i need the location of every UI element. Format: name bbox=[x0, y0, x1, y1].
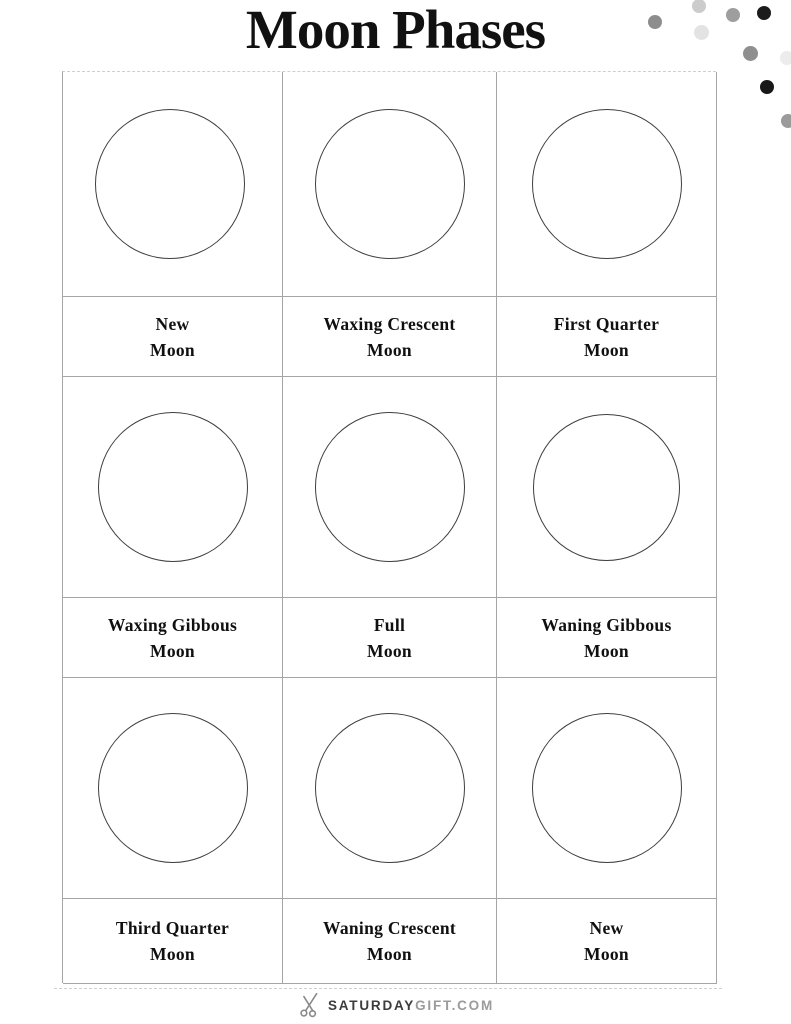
moon-drawing-cell bbox=[283, 72, 497, 297]
phase-label bbox=[116, 915, 229, 967]
moon-drawing-cell bbox=[63, 72, 283, 297]
moon-drawing-cell bbox=[497, 678, 717, 899]
phase-name-line: Moon bbox=[150, 944, 195, 964]
phase-label-cell bbox=[497, 598, 717, 678]
phase-label bbox=[323, 915, 456, 967]
phase-name-line: Moon bbox=[584, 640, 629, 661]
phase-name-line: Waning Gibbous bbox=[541, 614, 672, 635]
phase-name-line: Moon bbox=[150, 640, 195, 661]
phase-name-line: Third Quarter bbox=[115, 918, 230, 938]
phase-name-line: Moon bbox=[584, 339, 629, 360]
phase-label-cell bbox=[283, 899, 497, 984]
phase-name-line: Full bbox=[373, 614, 406, 635]
phase-label bbox=[150, 311, 195, 363]
moon-drawing-cell bbox=[497, 72, 717, 297]
confetti-dot bbox=[781, 114, 791, 128]
moon-circle bbox=[533, 414, 680, 561]
moon-drawing-cell bbox=[63, 377, 283, 598]
phase-label-cell bbox=[63, 899, 283, 984]
scissors-icon bbox=[295, 990, 324, 1019]
phase-name-line: Moon bbox=[367, 640, 412, 661]
phase-name-line: Moon bbox=[584, 944, 629, 964]
moon-circle bbox=[315, 713, 465, 863]
brand-text bbox=[328, 998, 494, 1013]
phase-name-line: Moon bbox=[150, 339, 195, 360]
phase-label-cell bbox=[497, 297, 717, 377]
moon-circle bbox=[315, 412, 465, 562]
confetti-dot bbox=[760, 80, 774, 94]
moon-drawing-cell bbox=[283, 377, 497, 598]
phase-label bbox=[541, 612, 671, 664]
phase-name-line: Waxing Crescent bbox=[323, 313, 456, 334]
phase-name-line: Moon bbox=[367, 944, 412, 964]
moon-circle bbox=[98, 412, 248, 562]
phase-label bbox=[367, 612, 412, 664]
phase-label bbox=[108, 612, 237, 664]
phase-label-cell bbox=[283, 297, 497, 377]
moon-drawing-cell bbox=[497, 377, 717, 598]
phase-label-cell bbox=[63, 297, 283, 377]
phase-label-cell bbox=[63, 598, 283, 678]
phase-label-cell bbox=[283, 598, 497, 678]
moon-circle bbox=[95, 109, 245, 259]
moon-circle bbox=[532, 713, 682, 863]
moon-circle bbox=[98, 713, 248, 863]
moon-drawing-cell bbox=[63, 678, 283, 899]
phase-name-line: Moon bbox=[367, 339, 412, 360]
moon-circle bbox=[315, 109, 465, 259]
footer-logo bbox=[0, 992, 791, 1018]
phase-name-line: Waning Crescent bbox=[323, 918, 456, 938]
phase-label bbox=[584, 915, 629, 967]
phase-name-line: First Quarter bbox=[553, 313, 660, 334]
brand-primary: SATURDAY bbox=[327, 997, 416, 1013]
moon-circle bbox=[532, 109, 682, 259]
phase-name-line: New bbox=[155, 313, 190, 334]
brand-secondary: GIFT.COM bbox=[415, 997, 495, 1013]
phase-name-line: New bbox=[589, 918, 624, 938]
cut-line bbox=[54, 988, 722, 989]
page-title: Moon Phases bbox=[245, 0, 546, 60]
moon-drawing-cell bbox=[283, 678, 497, 899]
phase-label bbox=[323, 311, 455, 363]
phase-label bbox=[554, 311, 659, 363]
moon-phases-grid bbox=[62, 71, 716, 983]
phase-name-line: Waxing Gibbous bbox=[107, 614, 238, 635]
phase-label-cell bbox=[497, 899, 717, 984]
